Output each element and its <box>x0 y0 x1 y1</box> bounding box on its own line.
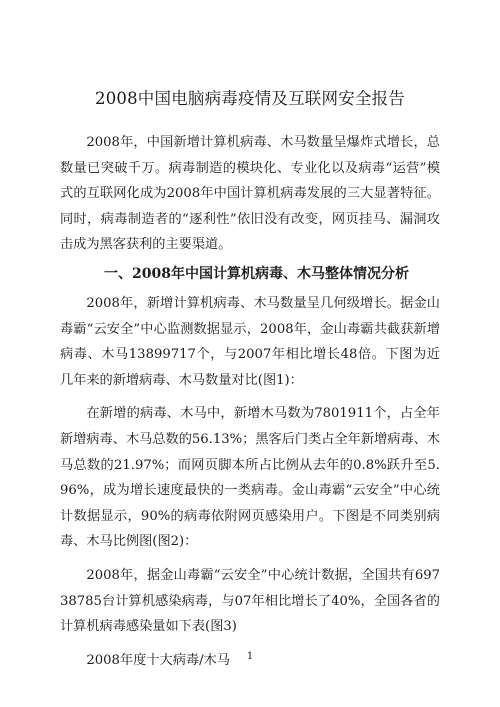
document-title: 2008中国电脑病毒疫情及互联网安全报告 <box>95 89 405 108</box>
intro-paragraph: 2008年，中国新增计算机病毒、木马数量呈爆炸式增长，总数量已突破千万。病毒制造的模块化、专业化以及病毒“运营”模式的互联网化成为2008年中国计算机病毒发展的三大显著特征。同时，病毒制造者的“逐利性”依旧没有改变，网页挂马、漏洞攻击成为黑客获利的主要渠道。 <box>60 135 440 253</box>
body-paragraph: 在新增的病毒、木马中，新增木马数为7801911个，占全年新增病毒、木马总数的56.13%；黑客后门类占全年新增病毒、木马总数的21.97%；而网页脚本所占比例从去年的0.8%跃升至5.96%，成为增长速度最快的一类病毒。金山毒霸“云安全”中心统计数据显示，90%的病毒依附网页感染用户。下图是不同类别病毒、木马比例图(图2)： <box>60 406 440 550</box>
body-paragraph: 2008年，据金山毒霸“云安全”中心统计数据，全国共有69738785台计算机感染病毒，与07年相比增长了40%，全国各省的计算机病毒感染量如下表(图3) <box>60 567 440 635</box>
body-paragraph: 2008年，新增计算机病毒、木马数量呈几何级增长。据金山毒霸“云安全”中心监测数据显示，2008年，金山毒霸共截获新增病毒、木马13899717个，与2007年相比增长48倍。下图为近几年来的新增病毒、木马数量对比(图1)： <box>60 295 440 388</box>
page-number: 1 <box>246 651 254 662</box>
section-heading: 一、2008年中国计算机病毒、木马整体情况分析 <box>104 265 409 282</box>
list-caption: 2008年度十大病毒/木马 <box>86 652 230 668</box>
